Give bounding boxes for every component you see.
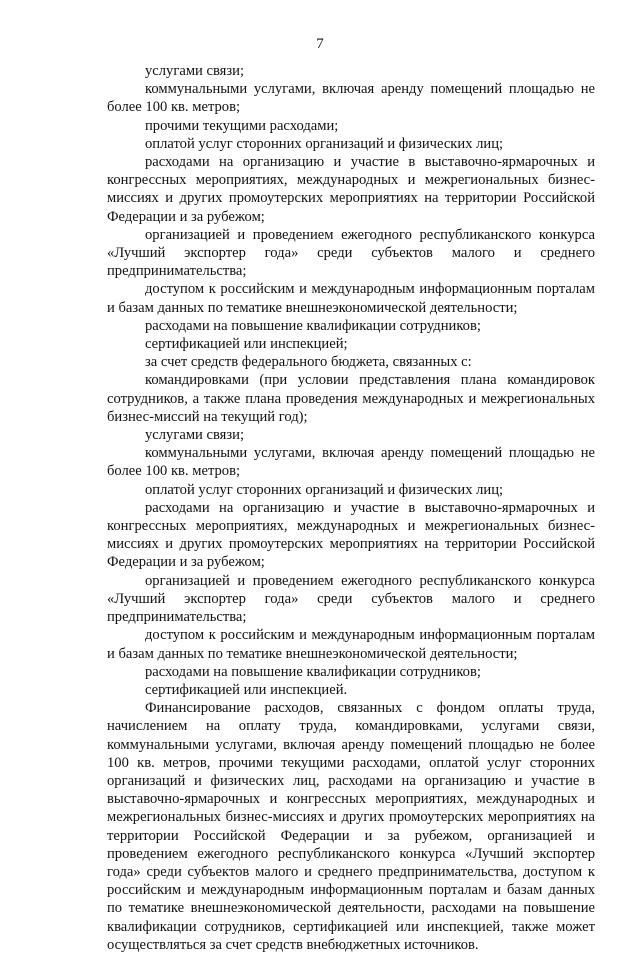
paragraph: услугами связи; xyxy=(145,63,245,79)
paragraph: расходами на повышение квалификации сотрудников; xyxy=(145,663,481,680)
paragraph: расходами на организацию и участие в выставочно-ярмарочных и конгрессных мероприятиях, международных и межрегиональных бизнес-миссиях и других промоутерских мероприятиях на территории Российской Федерации и за рубежом; xyxy=(107,154,595,225)
paragraph: сертификацией или инспекцией; xyxy=(145,336,348,353)
page-number: 7 xyxy=(316,36,324,52)
paragraph: командировками (при условии представления плана командировок сотрудников, а также плана проведения международных и межрегиональных бизнес-миссий на текущий год); xyxy=(107,372,595,425)
paragraph: услугами связи; xyxy=(145,427,245,444)
paragraph: расходами на организацию и участие в выставочно-ярмарочных и конгрессных мероприятиях, международных и межрегиональных бизнес-миссиях и других промоутерских мероприятиях на территории Российской Федерации и за рубежом; xyxy=(107,499,595,571)
paragraph: за счет средств федерального бюджета, связанных с: xyxy=(145,354,472,371)
paragraph: прочими текущими расходами; xyxy=(145,117,339,134)
paragraph: организацией и проведением ежегодного республиканского конкурса «Лучший экспортер года» среди субъектов малого и среднего предпринимательства; xyxy=(107,226,595,280)
paragraph: Финансирование расходов, связанных с фондом оплаты труда, начислением на оплату труда, командировками, услугами связи, коммунальными услугами, включая аренду помещений площадью не более 100 кв. метров, прочими текущими расходами, оплатой услуг сторонних организаций и физических лиц, расходами на организацию и участие в выставочно-ярмарочных и конгрессных мероприятиях, международных и межрегиональных бизнес-миссиях и других промоутерских мероприятиях на территории Российской Федерации и за рубежом, организацией и проведением ежегодного республиканского конкурса «Лучший экспортер года» среди субъектов малого и среднего предпринимательства, доступом к российским и международным информационным порталам и базам данных по тематике внешнеэкономической деятельности, расходами на повышение квалификации сотрудников, сертификацией или инспекцией, также может осуществляться за счет средств внебюджетных источников. xyxy=(107,700,595,953)
paragraph: доступом к российским и международным информационным порталам и базам данных по тематике внешнеэкономической деятельности; xyxy=(107,627,595,662)
paragraph: оплатой услуг сторонних организаций и физических лиц; xyxy=(145,135,504,152)
paragraph: оплатой услуг сторонних организаций и физических лиц; xyxy=(145,481,504,498)
paragraph: доступом к российским и международным информационным порталам и базам данных по тематике внешнеэкономической деятельности; xyxy=(107,281,595,316)
paragraph: коммунальными услугами, включая аренду помещений площадью не более 100 кв. метров; xyxy=(107,445,595,480)
paragraph: сертификацией или инспекцией. xyxy=(145,681,348,698)
paragraph: организацией и проведением ежегодного республиканского конкурса «Лучший экспортер года» среди субъектов малого и среднего предпринимательства; xyxy=(107,572,595,626)
document-body xyxy=(107,62,595,954)
paragraph: расходами на повышение квалификации сотрудников; xyxy=(145,317,481,334)
paragraph: коммунальными услугами, включая аренду помещений площадью не более 100 кв. метров; xyxy=(107,81,595,116)
